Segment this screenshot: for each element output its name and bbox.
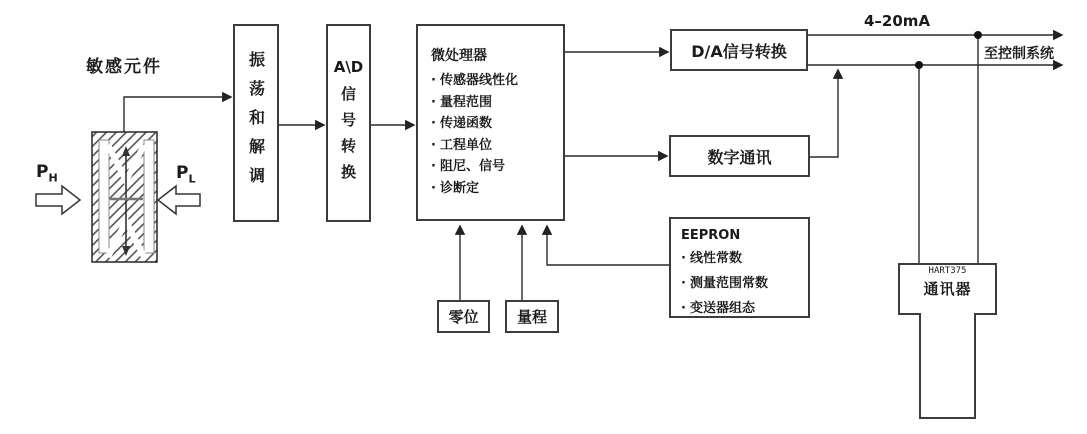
ad-conversion-box bbox=[326, 24, 371, 222]
list-item bbox=[681, 296, 806, 321]
pl-sub: L bbox=[188, 172, 196, 186]
list-item bbox=[431, 113, 559, 135]
pl-label bbox=[176, 163, 195, 185]
list-item-text: 变送器组态 bbox=[689, 301, 755, 316]
list-item-text: 线性常数 bbox=[689, 251, 742, 266]
list-item bbox=[681, 246, 806, 271]
bullet-dot: · bbox=[431, 159, 436, 174]
zero-box bbox=[437, 300, 490, 333]
list-item-text: 阻尼、信号 bbox=[439, 159, 505, 174]
communicator-labels bbox=[899, 266, 996, 299]
list-item-text: 传感器线性化 bbox=[439, 73, 518, 88]
list-item-text: 诊断定 bbox=[439, 180, 479, 196]
list-item bbox=[431, 70, 559, 92]
wire-digital-to-loop bbox=[810, 70, 838, 157]
microprocessor-title: 微处理器 bbox=[431, 48, 487, 64]
wire-sensor-to-oscillation bbox=[124, 97, 231, 132]
da-label: D/A信号转换 bbox=[691, 41, 787, 61]
oscillation-label: 振荡和解调 bbox=[246, 50, 266, 196]
sensitive-element-label: 敏感元件 bbox=[86, 57, 162, 77]
bullet-dot: · bbox=[431, 73, 436, 88]
sensor-right-slot bbox=[144, 140, 154, 253]
eeprom-box bbox=[669, 217, 810, 318]
bullet-dot: · bbox=[681, 251, 686, 266]
da-conversion-box bbox=[670, 29, 808, 71]
span-box bbox=[505, 300, 559, 333]
pl-block-arrow-icon bbox=[158, 186, 200, 214]
bullet-dot: · bbox=[681, 276, 686, 291]
sensor-element-figure bbox=[92, 132, 157, 262]
ad-title: A\D bbox=[333, 58, 364, 76]
bullet-dot: · bbox=[431, 116, 436, 131]
bullet-dot: · bbox=[431, 94, 436, 110]
oscillation-demodulation-box bbox=[233, 24, 279, 222]
bullet-dot: · bbox=[431, 137, 436, 153]
digital-comm-label: 数字通讯 bbox=[707, 147, 772, 167]
list-item-text: 量程范围 bbox=[439, 94, 492, 110]
wire-eeprom-to-microprocessor bbox=[547, 226, 669, 265]
junction-dot-top bbox=[974, 31, 982, 39]
eeprom-title: EEPRON bbox=[681, 228, 741, 243]
current-loop-label: 4–20mA bbox=[864, 12, 931, 30]
microprocessor-box bbox=[416, 24, 565, 221]
list-item bbox=[431, 135, 559, 157]
to-control-system-label: 至控制系统 bbox=[984, 46, 1054, 62]
list-item bbox=[431, 156, 559, 178]
list-item-text: 工程单位 bbox=[439, 137, 492, 153]
sensor-left-slot bbox=[99, 140, 109, 253]
span-label: 量程 bbox=[516, 308, 547, 326]
ph-label bbox=[36, 162, 58, 184]
list-item-text: 测量范围常数 bbox=[689, 276, 768, 291]
junction-dot-bottom bbox=[915, 61, 923, 69]
pl-base: P bbox=[176, 163, 189, 183]
list-item bbox=[431, 92, 559, 114]
zero-label: 零位 bbox=[448, 308, 479, 326]
ph-base: P bbox=[36, 162, 49, 182]
ph-block-arrow-icon bbox=[36, 186, 80, 214]
digital-comm-box bbox=[669, 135, 810, 177]
list-item bbox=[681, 271, 806, 296]
communicator-model: HART375 bbox=[928, 266, 967, 276]
ph-sub: H bbox=[48, 171, 58, 185]
bullet-dot: · bbox=[431, 180, 436, 196]
bullet-dot: · bbox=[681, 301, 686, 316]
communicator-label: 通讯器 bbox=[923, 280, 972, 298]
list-item bbox=[431, 178, 559, 200]
ad-label: 信号转换 bbox=[339, 86, 357, 190]
list-item-text: 传递函数 bbox=[439, 116, 492, 131]
